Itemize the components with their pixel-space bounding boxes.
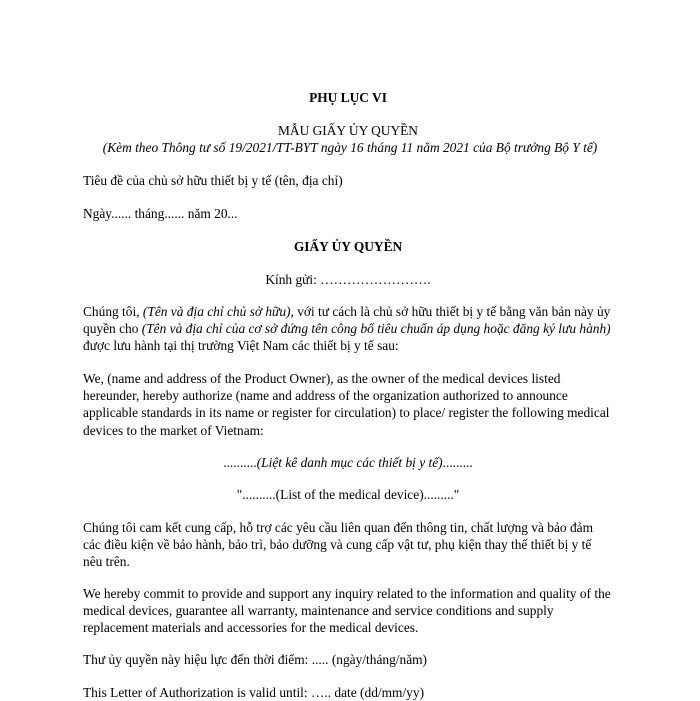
owner-placeholder: (Tên và địa chỉ chủ sở hữu) [142,304,291,319]
paragraph-vi-authorization [83,303,613,355]
form-title: MẪU GIẤY ỦY QUYỀN [278,123,418,138]
dots: ......... [442,455,473,470]
organization-placeholder: (Tên và địa chỉ của cơ sở đứng tên công bố tiêu chuẩn áp dụng hoặc đăng ký lưu hành) [141,321,611,337]
validity-en: This Letter of Authorization is valid until: ….. date (dd/mm/yy) [83,685,425,700]
appendix-heading: PHỤ LỤC VI [309,90,387,105]
salutation: Kính gửi: ……………………. [265,272,431,287]
date-line: Ngày...... tháng...... năm 20... [83,206,238,221]
text-segment: , với tư cách là chủ sở hữu thiết bị y tế bằng văn bản này ủy quyền cho [83,304,611,337]
paragraph-vi-commitment: Chúng tôi cam kết cung cấp, hỗ trợ các yêu cầu liên quan đến thông tin, chất lượng và bảo đảm các điều kiện về bảo hành, bảo trì, bảo dưỡng và cung cấp vật tư, phụ kiện thay thế thiết bị y tế nêu trên. [83,520,594,570]
validity-vi: Thư ủy quyền này hiệu lực đến thời điểm: ..... (ngày/tháng/năm) [83,652,428,667]
text-segment: được lưu hành tại thị trường Việt Nam các thiết bị y tế sau: [83,338,399,354]
device-list-en: "..........(List of the medical device)........." [236,487,460,502]
paragraph-en-authorization: We, (name and address of the Product Owner), as the owner of the medical devices listed hereunder, hereby authorize (name and address of the organization authorized to announce applicable standards in its name or register for circulation) to place/ register the following medical devices to the market of Vietnam: [83,371,610,438]
device-list-placeholder: (Liệt kê danh mục các thiết bị y tế) [256,455,443,470]
owner-heading-line: Tiêu đề của chủ sở hữu thiết bị y tế (tên, địa chỉ) [83,173,343,188]
text-segment: Chúng tôi, [83,304,143,319]
legal-reference: (Kèm theo Thông tư số 19/2021/TT-BYT ngày 16 tháng 11 năm 2021 của Bộ trưởng Bộ Y tế) [102,140,598,155]
paragraph-en-commitment: We hereby commit to provide and support any inquiry related to the information and quality of the medical devices, guarantee all warranty, maintenance and service conditions and supply replacement materials and accessories for the medical devices. [83,586,611,636]
device-list-vi [83,454,613,471]
dots: .......... [223,455,257,470]
document-title: GIẤY ỦY QUYỀN [293,239,403,254]
